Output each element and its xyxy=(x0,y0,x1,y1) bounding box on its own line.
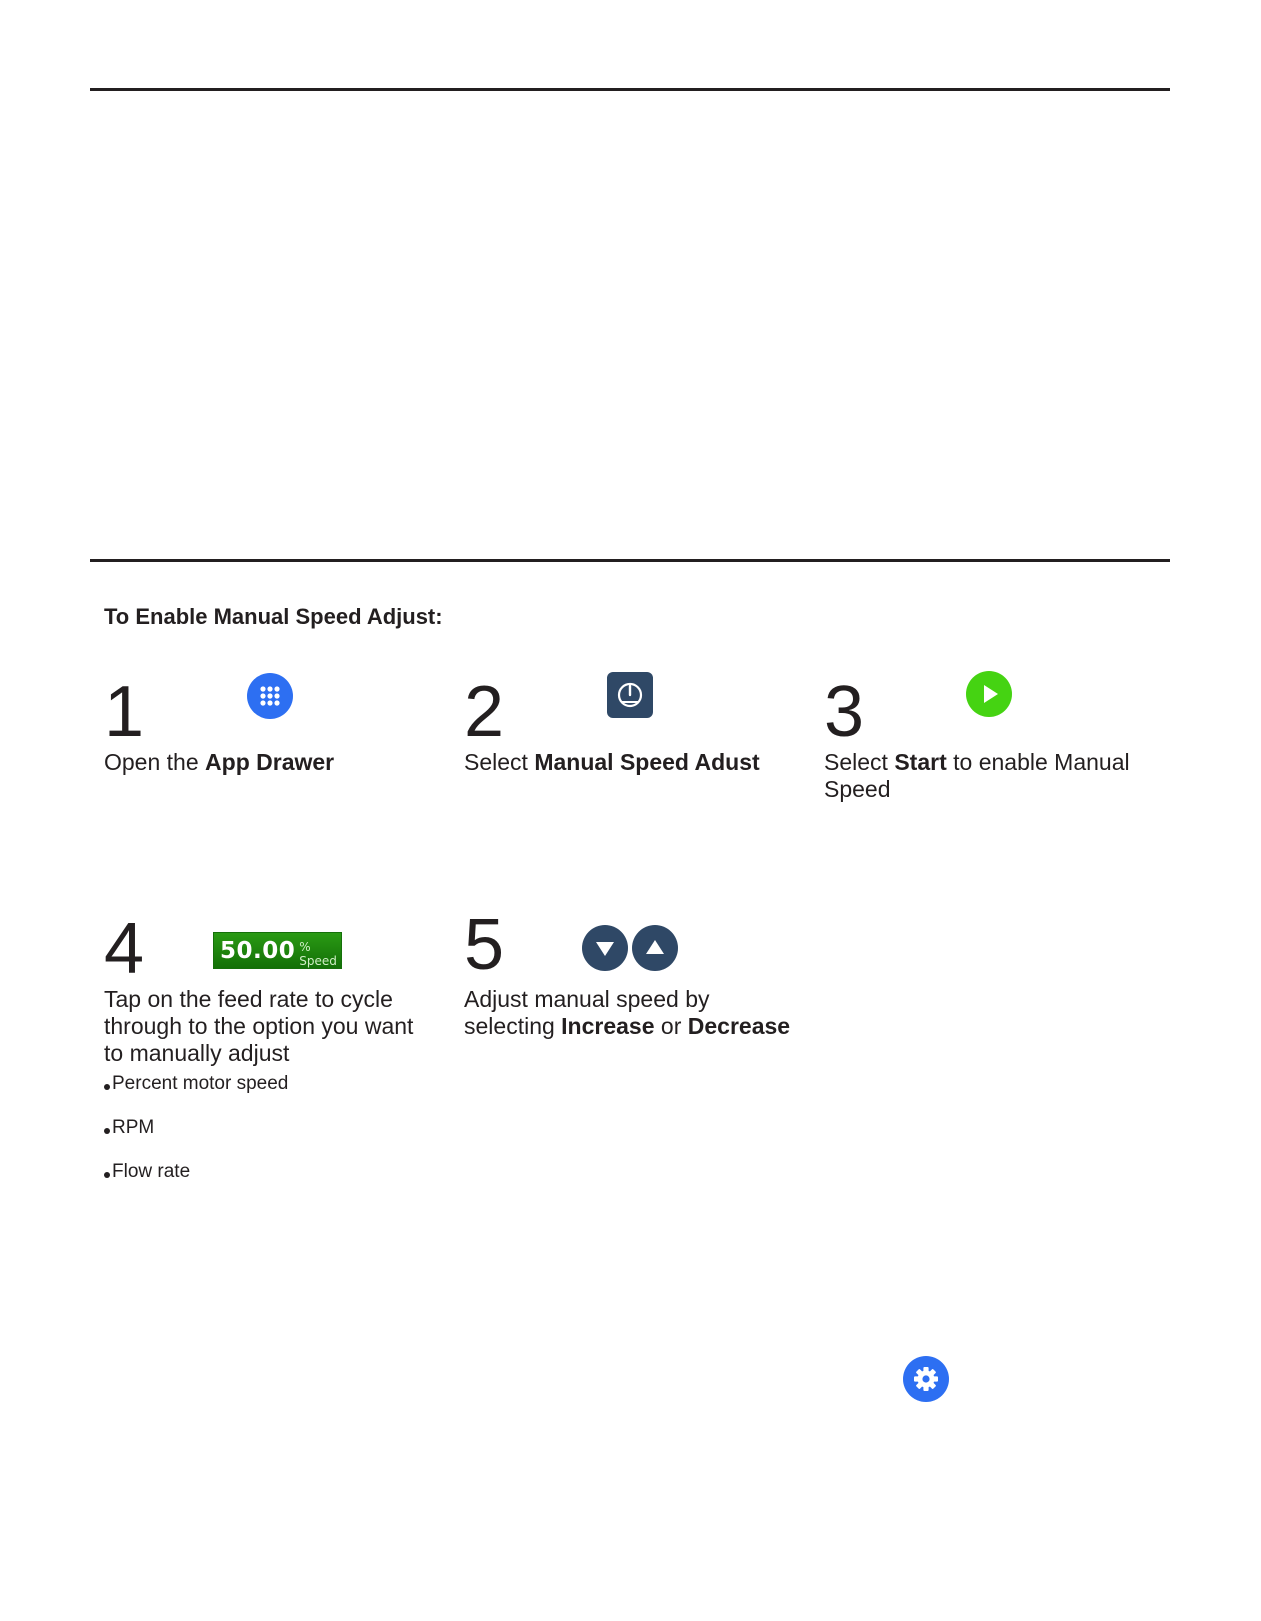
step-number: 2 xyxy=(464,672,505,752)
step-text xyxy=(104,749,334,776)
step-text-bold: Increase xyxy=(561,1013,655,1039)
list-item-label: Percent motor speed xyxy=(112,1073,289,1094)
feed-rate-badge[interactable] xyxy=(213,932,342,969)
step-text-line1: Tap on the feed rate to cycle xyxy=(104,986,393,1012)
feed-rate-value: 50.00 xyxy=(220,937,296,964)
step-number: 4 xyxy=(104,909,145,989)
bullet-icon xyxy=(104,1084,110,1090)
step-text-bold: Manual Speed Adust xyxy=(534,749,760,775)
step-text-line1: Adjust manual speed by xyxy=(464,986,710,1012)
step-text-bold2: Decrease xyxy=(687,1013,791,1039)
step-text-pre: selecting xyxy=(464,1013,562,1039)
feed-rate-unit: % Speed xyxy=(299,939,337,968)
step-text-line2: Speed xyxy=(824,776,891,802)
step-text-bold: Start xyxy=(894,749,947,775)
list-item-label: Flow rate xyxy=(112,1161,191,1182)
step-text-pre: Select xyxy=(464,749,535,775)
step-text-pre: Open the xyxy=(104,749,206,775)
arrow-up-icon[interactable] xyxy=(631,924,679,977)
list-item xyxy=(104,1117,288,1139)
section-divider xyxy=(90,559,1170,562)
step-text-line3: to manually adjust xyxy=(104,1040,290,1066)
bullet-icon xyxy=(104,1128,110,1134)
step-number: 3 xyxy=(824,672,865,752)
gauge-icon[interactable] xyxy=(606,671,654,724)
step-text xyxy=(464,749,760,776)
bullet-icon xyxy=(104,1172,110,1178)
section-title: To Enable Manual Speed Adjust: xyxy=(104,604,443,629)
step-number: 1 xyxy=(104,672,145,752)
gear-icon[interactable] xyxy=(902,1355,950,1408)
step-text-line2: through to the option you want xyxy=(104,1013,414,1039)
step-text-pre: Select xyxy=(824,749,895,775)
arrow-down-icon[interactable] xyxy=(581,924,629,977)
list-item xyxy=(104,1073,288,1095)
step-number: 5 xyxy=(464,905,505,985)
app-drawer-icon[interactable] xyxy=(246,672,294,725)
step-text xyxy=(824,749,1130,776)
step-text-post: to enable Manual xyxy=(946,749,1130,775)
step-text-line2 xyxy=(464,1013,790,1040)
play-icon[interactable] xyxy=(965,670,1013,723)
list-item xyxy=(104,1161,288,1183)
list-item-label: RPM xyxy=(112,1117,155,1138)
option-list xyxy=(104,1073,288,1205)
top-divider xyxy=(90,88,1170,91)
step-text-bold: App Drawer xyxy=(205,749,335,775)
step-text-mid: or xyxy=(654,1013,688,1039)
